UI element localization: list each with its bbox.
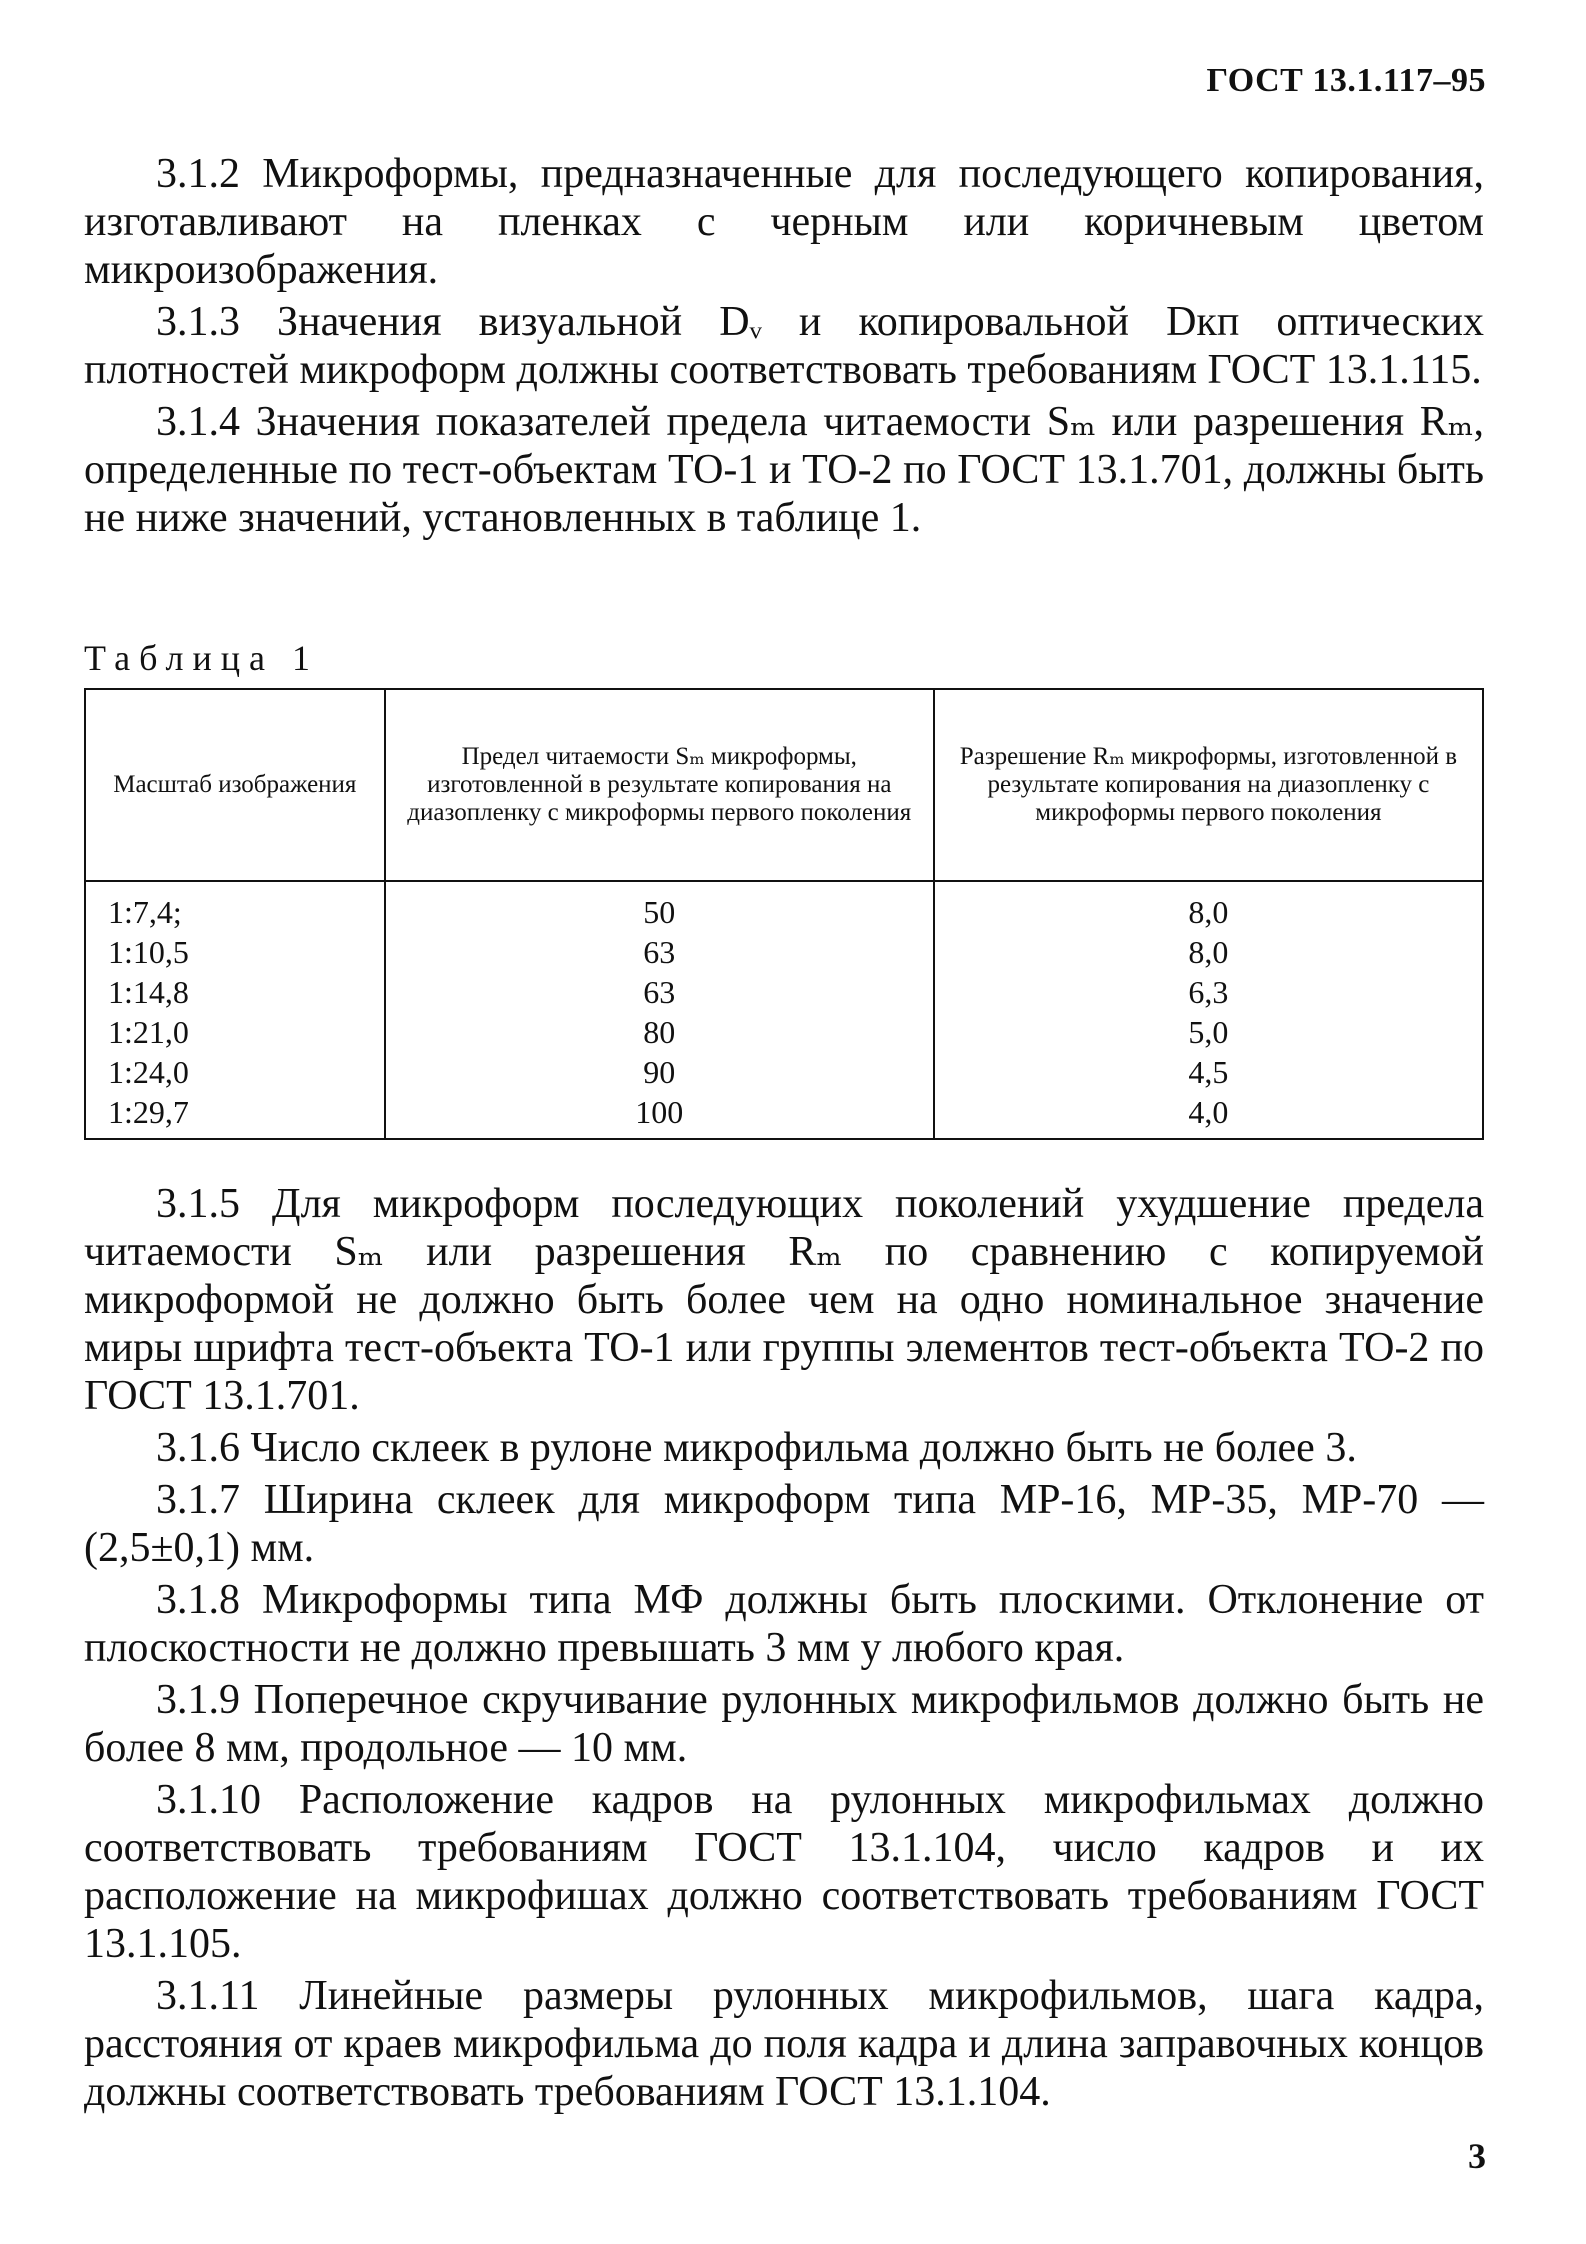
- cell-scale: 1:14,8: [85, 972, 385, 1012]
- document-code-header: ГОСТ 13.1.117–95: [1206, 62, 1486, 99]
- paragraph-3-1-3: 3.1.3 Значения визуальной Dᵥ и копировальной Dкп оптических плотностей микроформ должны соответствовать требованиям ГОСТ 13.1.115.: [84, 299, 1484, 393]
- page-number: 3: [1468, 2136, 1486, 2176]
- cell-resolution: 8,0: [934, 932, 1483, 972]
- header-resolution: Разрешение Rₘ микроформы, изготовленной в результате копирования на диазопленку с микроформы первого поколения: [934, 689, 1483, 881]
- paragraph-3-1-4: 3.1.4 Значения показателей предела читаемости Sₘ или разрешения Rₘ, определенные по тест-объектам ТО-1 и ТО-2 по ГОСТ 13.1.701, должны быть не ниже значений, установленных в таблице 1.: [84, 399, 1484, 541]
- paragraph-3-1-8: 3.1.8 Микроформы типа МФ должны быть плоскими. Отклонение от плоскостности не должно превышать 3 мм у любого края.: [84, 1577, 1484, 1671]
- cell-scale: 1:7,4;: [85, 881, 385, 932]
- cell-resolution: 4,0: [934, 1092, 1483, 1139]
- paragraphs-bottom: [84, 1180, 1484, 2120]
- cell-readability: 63: [385, 972, 934, 1012]
- paragraph-3-1-6: 3.1.6 Число склеек в рулоне микрофильма должно быть не более 3.: [156, 1425, 1357, 1471]
- cell-resolution: 4,5: [934, 1052, 1483, 1092]
- paragraphs-top: [84, 150, 1484, 546]
- cell-scale: 1:24,0: [85, 1052, 385, 1092]
- header-scale: Масштаб изображения: [85, 689, 385, 881]
- paragraph-3-1-5: 3.1.5 Для микроформ последующих поколений ухудшение предела читаемости Sₘ или разрешения Rₘ по сравнению с копируемой микроформой не должно быть более чем на одно номинальное значение миры шрифта тест-объекта ТО-1 или группы элементов тест-объекта ТО-2 по ГОСТ 13.1.701.: [84, 1181, 1484, 1419]
- table-header-row: [85, 689, 1483, 881]
- cell-resolution: 5,0: [934, 1012, 1483, 1052]
- cell-readability: 50: [385, 881, 934, 932]
- paragraph-3-1-7: 3.1.7 Ширина склеек для микроформ типа МР-16, МР-35, МР-70 — (2,5±0,1) мм.: [84, 1477, 1484, 1571]
- paragraph-3-1-10: 3.1.10 Расположение кадров на рулонных микрофильмах должно соответствовать требованиям ГОСТ 13.1.104, число кадров и их расположение на микрофишах должно соответствовать требованиям ГОСТ 13.1.105.: [84, 1777, 1484, 1967]
- cell-readability: 90: [385, 1052, 934, 1092]
- table-row: [85, 972, 1483, 1012]
- cell-scale: 1:29,7: [85, 1092, 385, 1139]
- table-row: [85, 1012, 1483, 1052]
- table-row: [85, 881, 1483, 932]
- cell-resolution: 8,0: [934, 881, 1483, 932]
- cell-resolution: 6,3: [934, 972, 1483, 1012]
- table-caption: Таблица 1: [84, 638, 319, 678]
- cell-readability: 80: [385, 1012, 934, 1052]
- table-row: [85, 932, 1483, 972]
- header-readability-limit: Предел читаемости Sₘ микроформы, изготовленной в результате копирования на диазопленку с микроформы первого поколения: [385, 689, 934, 881]
- paragraph-3-1-9: 3.1.9 Поперечное скручивание рулонных микрофильмов должно быть не более 8 мм, продольное — 10 мм.: [84, 1677, 1484, 1771]
- cell-scale: 1:21,0: [85, 1012, 385, 1052]
- paragraph-3-1-11: 3.1.11 Линейные размеры рулонных микрофильмов, шага кадра, расстояния от краев микрофильма до поля кадра и длина заправочных концов должны соответствовать требованиям ГОСТ 13.1.104.: [84, 1973, 1484, 2115]
- table-1: [84, 688, 1484, 1140]
- paragraph-3-1-2: 3.1.2 Микроформы, предназначенные для последующего копирования, изготавливают на пленках с черным или коричневым цветом микроизображения.: [84, 151, 1484, 293]
- cell-readability: 63: [385, 932, 934, 972]
- cell-readability: 100: [385, 1092, 934, 1139]
- cell-scale: 1:10,5: [85, 932, 385, 972]
- table-row: [85, 1052, 1483, 1092]
- table-row: [85, 1092, 1483, 1139]
